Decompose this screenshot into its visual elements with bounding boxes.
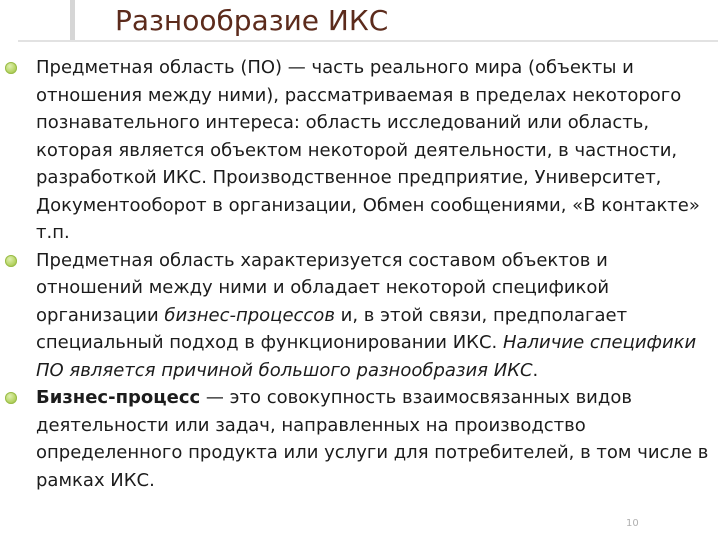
bullet-item-1	[36, 54, 718, 247]
bullet-text-2c: .	[532, 359, 539, 381]
page-number: 10	[626, 518, 639, 529]
slide-title: Разнообразие ИКС	[115, 4, 389, 37]
decorative-horizontal-line	[18, 40, 718, 42]
bullet-text-1: Предметная область (ПО) — часть реального мира (объекты и отношения между ними), рассматриваемая в пределах некоторого познавательного интереса: область исследований или область, которая является объектом некоторой деятельности, в частности, разработкой ИКС. Производственное предприятие, Университет, Документооборот в организации, Обмен сообщениями, «В контакте» т.п.	[36, 57, 700, 243]
italic-statement: Наличие специфики ПО является причиной большого разнообразия ИКС	[36, 332, 697, 381]
bullet-item-2	[36, 247, 718, 385]
italic-term-business-processes: бизнес-процессов	[164, 304, 335, 326]
bullet-text-2b: и, в этой связи, предполагает специальный подход в функционировании ИКС.	[36, 304, 628, 353]
bullet-icon	[5, 62, 17, 74]
bullet-item-3	[36, 384, 718, 494]
bullet-list	[36, 54, 718, 494]
bullet-text-3: — это совокупность взаимосвязанных видов деятельности или задач, направленных на производство определенного продукта или услуги для потребителей, в том числе в рамках ИКС.	[36, 387, 709, 491]
decorative-vertical-line	[70, 0, 75, 40]
bullet-icon	[5, 392, 17, 404]
bullet-icon	[5, 255, 17, 267]
bold-term-business-process: Бизнес-процесс	[36, 387, 201, 408]
bullet-text-2a: Предметная область характеризуется составом объектов и отношений между ними и обладает некоторой спецификой организации	[36, 249, 610, 326]
